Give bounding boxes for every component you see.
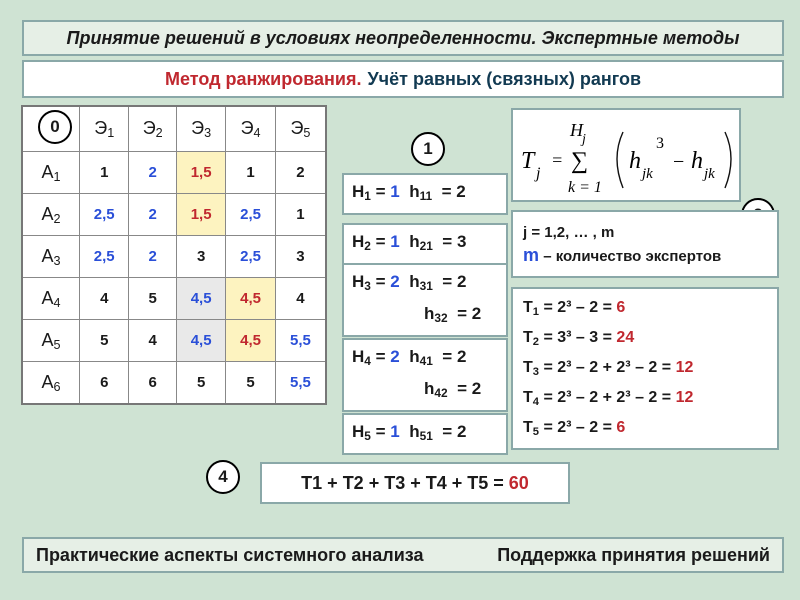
expert-header: $Э_4$ [226,106,275,152]
rank-cell: 5 [80,320,129,362]
t-row: $T_3 = 2^3 - 2 + 2^3 - 2 = 12$ [523,359,694,378]
table-row [22,194,326,236]
rank-cell: 5,5 [275,320,326,362]
rank-cell: 2,5 [80,194,129,236]
expert-index: 4 [253,126,261,140]
h-value: 2 [456,272,467,291]
m-definition [523,244,767,268]
expert-header: $Э_3$ [176,106,225,152]
table-row [22,278,326,320]
formula-lhs-index: j [536,165,541,182]
t-sum-box [260,462,570,504]
h-value: 3 [456,232,467,251]
rank-cell: 4,5 [226,278,275,320]
t-row: $T_2 = 3^3 - 3 = 24$ [523,329,635,348]
formula-right-paren [725,132,731,188]
formula-upper-index: j [582,132,586,147]
alt-label: $А_5$ [22,320,80,362]
formula-sigma: ∑ [571,148,589,174]
rank-cell: 3 [176,236,225,278]
alt-label: $А_6$ [22,362,80,405]
footer-right: Поддержка принятия решений [497,544,770,565]
method-subtitle [22,60,784,98]
rank-cell: 2 [129,236,176,278]
formula-equals: = [551,150,564,170]
sum-expression: T1 + T2 + T3 + T4 + T5 = [301,472,504,493]
rank-cell: 4 [129,320,176,362]
rank-cell: 5 [226,362,275,405]
t-row: $T_4 = 2^3 - 2 + 2^3 - 2 = 12$ [523,389,694,408]
rank-cell: 1 [275,194,326,236]
h-value: 2 [456,182,466,201]
formula-minus: − [673,151,685,173]
t-result: 12 [675,359,694,376]
ranks-table [21,105,327,405]
h-box-4 [342,338,508,412]
page-title [22,20,784,56]
m-description: – количество экспертов [543,248,722,265]
formula-term-sub-2: jk [704,166,715,182]
h-count: 2 [390,347,400,366]
step-badge-4: 4 [206,460,240,494]
table-row [22,152,326,194]
h-box-1 [342,173,508,215]
h-box-3 [342,263,508,337]
step-badge-0: 0 [38,110,72,144]
h-value: 2 [471,304,482,323]
h-value: 2 [456,422,467,441]
expert-index: 1 [107,126,115,140]
expert-header: $Э_5$ [275,106,326,152]
rank-cell: 5 [176,362,225,405]
h-row: $H_5 = 1$ $h_{51} = 2$ [352,422,467,443]
rank-cell: 2 [275,152,326,194]
t-row: $T_5 = 2^3 - 2 = 6$ [523,419,626,438]
rank-cell: 2 [129,152,176,194]
footer-left: Практические аспекты системного анализа [36,544,424,565]
rank-cell: 6 [80,362,129,405]
table-row [22,362,326,405]
formula-sum-upper: H [570,120,583,140]
page-title-text: Принятие решений в условиях неопределенности. Экспертные методы [66,27,740,48]
t-result: 12 [675,389,694,406]
t-result: 24 [616,329,635,346]
expert-index: 3 [204,126,212,140]
step-badge-1: 1 [411,132,445,166]
sum-result: 60 [508,472,529,493]
formula-term-2: h [691,148,703,174]
formula-sum-lower: k = 1 [568,179,602,196]
rank-cell: 5 [129,278,176,320]
t-expr: = 2³ – 2 + 2³ – 2 = [543,359,672,376]
formula-graphic [513,110,739,200]
h-count: 1 [390,422,400,441]
h-count: 1 [390,182,400,201]
t-row: $T_1 = 2^3 - 2 = 6$ [523,299,626,318]
h-value: 2 [456,347,467,366]
h-box-5 [342,413,508,455]
formula-term: h [629,148,641,174]
formula-term-sub: jk [642,166,653,182]
subtitle-rest: Учёт равных (связных) рангов [367,68,642,89]
t-expr: = 3³ – 3 = [543,329,612,346]
h-box-2 [342,223,508,265]
t-expr: = 2³ – 2 + 2³ – 2 = [543,389,672,406]
footer [22,537,784,573]
rank-cell: 4 [275,278,326,320]
rank-cell: 2 [129,194,176,236]
expert-index: 2 [155,126,163,140]
table-row [22,320,326,362]
rank-cell: 5,5 [275,362,326,405]
rank-cell: 4,5 [176,320,225,362]
formula-power: 3 [656,135,664,152]
definitions-box [511,210,779,278]
formula-lhs: T [521,148,535,174]
t-values-box [511,287,779,450]
formula-left-paren [617,132,623,188]
t-result: 6 [616,419,626,436]
alt-label: $А_3$ [22,236,80,278]
rank-cell: 3 [275,236,326,278]
tie-correction-formula [511,108,741,202]
alt-label: $А_2$ [22,194,80,236]
rank-cell: 1,5 [176,152,225,194]
h-row: $h_{42} = 2$ [424,379,482,400]
expert-header: $Э_2$ [129,106,176,152]
h-value: 2 [471,379,482,398]
rank-cell: 1 [226,152,275,194]
rank-cell: 2,5 [226,194,275,236]
rank-cell: 1,5 [176,194,225,236]
rank-cell: 1 [80,152,129,194]
t-expr: = 2³ – 2 = [543,299,612,316]
h-row: $H_4 = 2$ $h_{41} = 2$ [352,347,467,368]
expert-header: $Э_1$ [80,106,129,152]
rank-cell: 4,5 [176,278,225,320]
h-row: $H_2 = 1$ $h_{21} = 3$ [352,232,467,253]
rank-cell: 4 [80,278,129,320]
rank-cell: 4,5 [226,320,275,362]
alt-label: $А_1$ [22,152,80,194]
rank-cell: 2,5 [80,236,129,278]
m-symbol: m [523,245,540,265]
expert-index: 5 [303,126,311,140]
rank-cell: 6 [129,362,176,405]
alt-label: $А_4$ [22,278,80,320]
t-expr: = 2³ – 2 = [543,419,612,436]
j-range: j = 1,2, … , m [523,224,615,241]
h-count: 2 [390,272,400,291]
h-count: 1 [390,232,400,251]
h-row: $h_{32} = 2$ [424,304,482,325]
t-result: 6 [616,299,626,316]
table-row [22,236,326,278]
h-row: $H_3 = 2$ $h_{31} = 2$ [352,272,467,293]
h-row: $H_1 = 1$ $h_{11} = 2$ [352,182,466,203]
rank-cell: 2,5 [226,236,275,278]
subtitle-highlight: Метод ранжирования. [164,68,362,89]
